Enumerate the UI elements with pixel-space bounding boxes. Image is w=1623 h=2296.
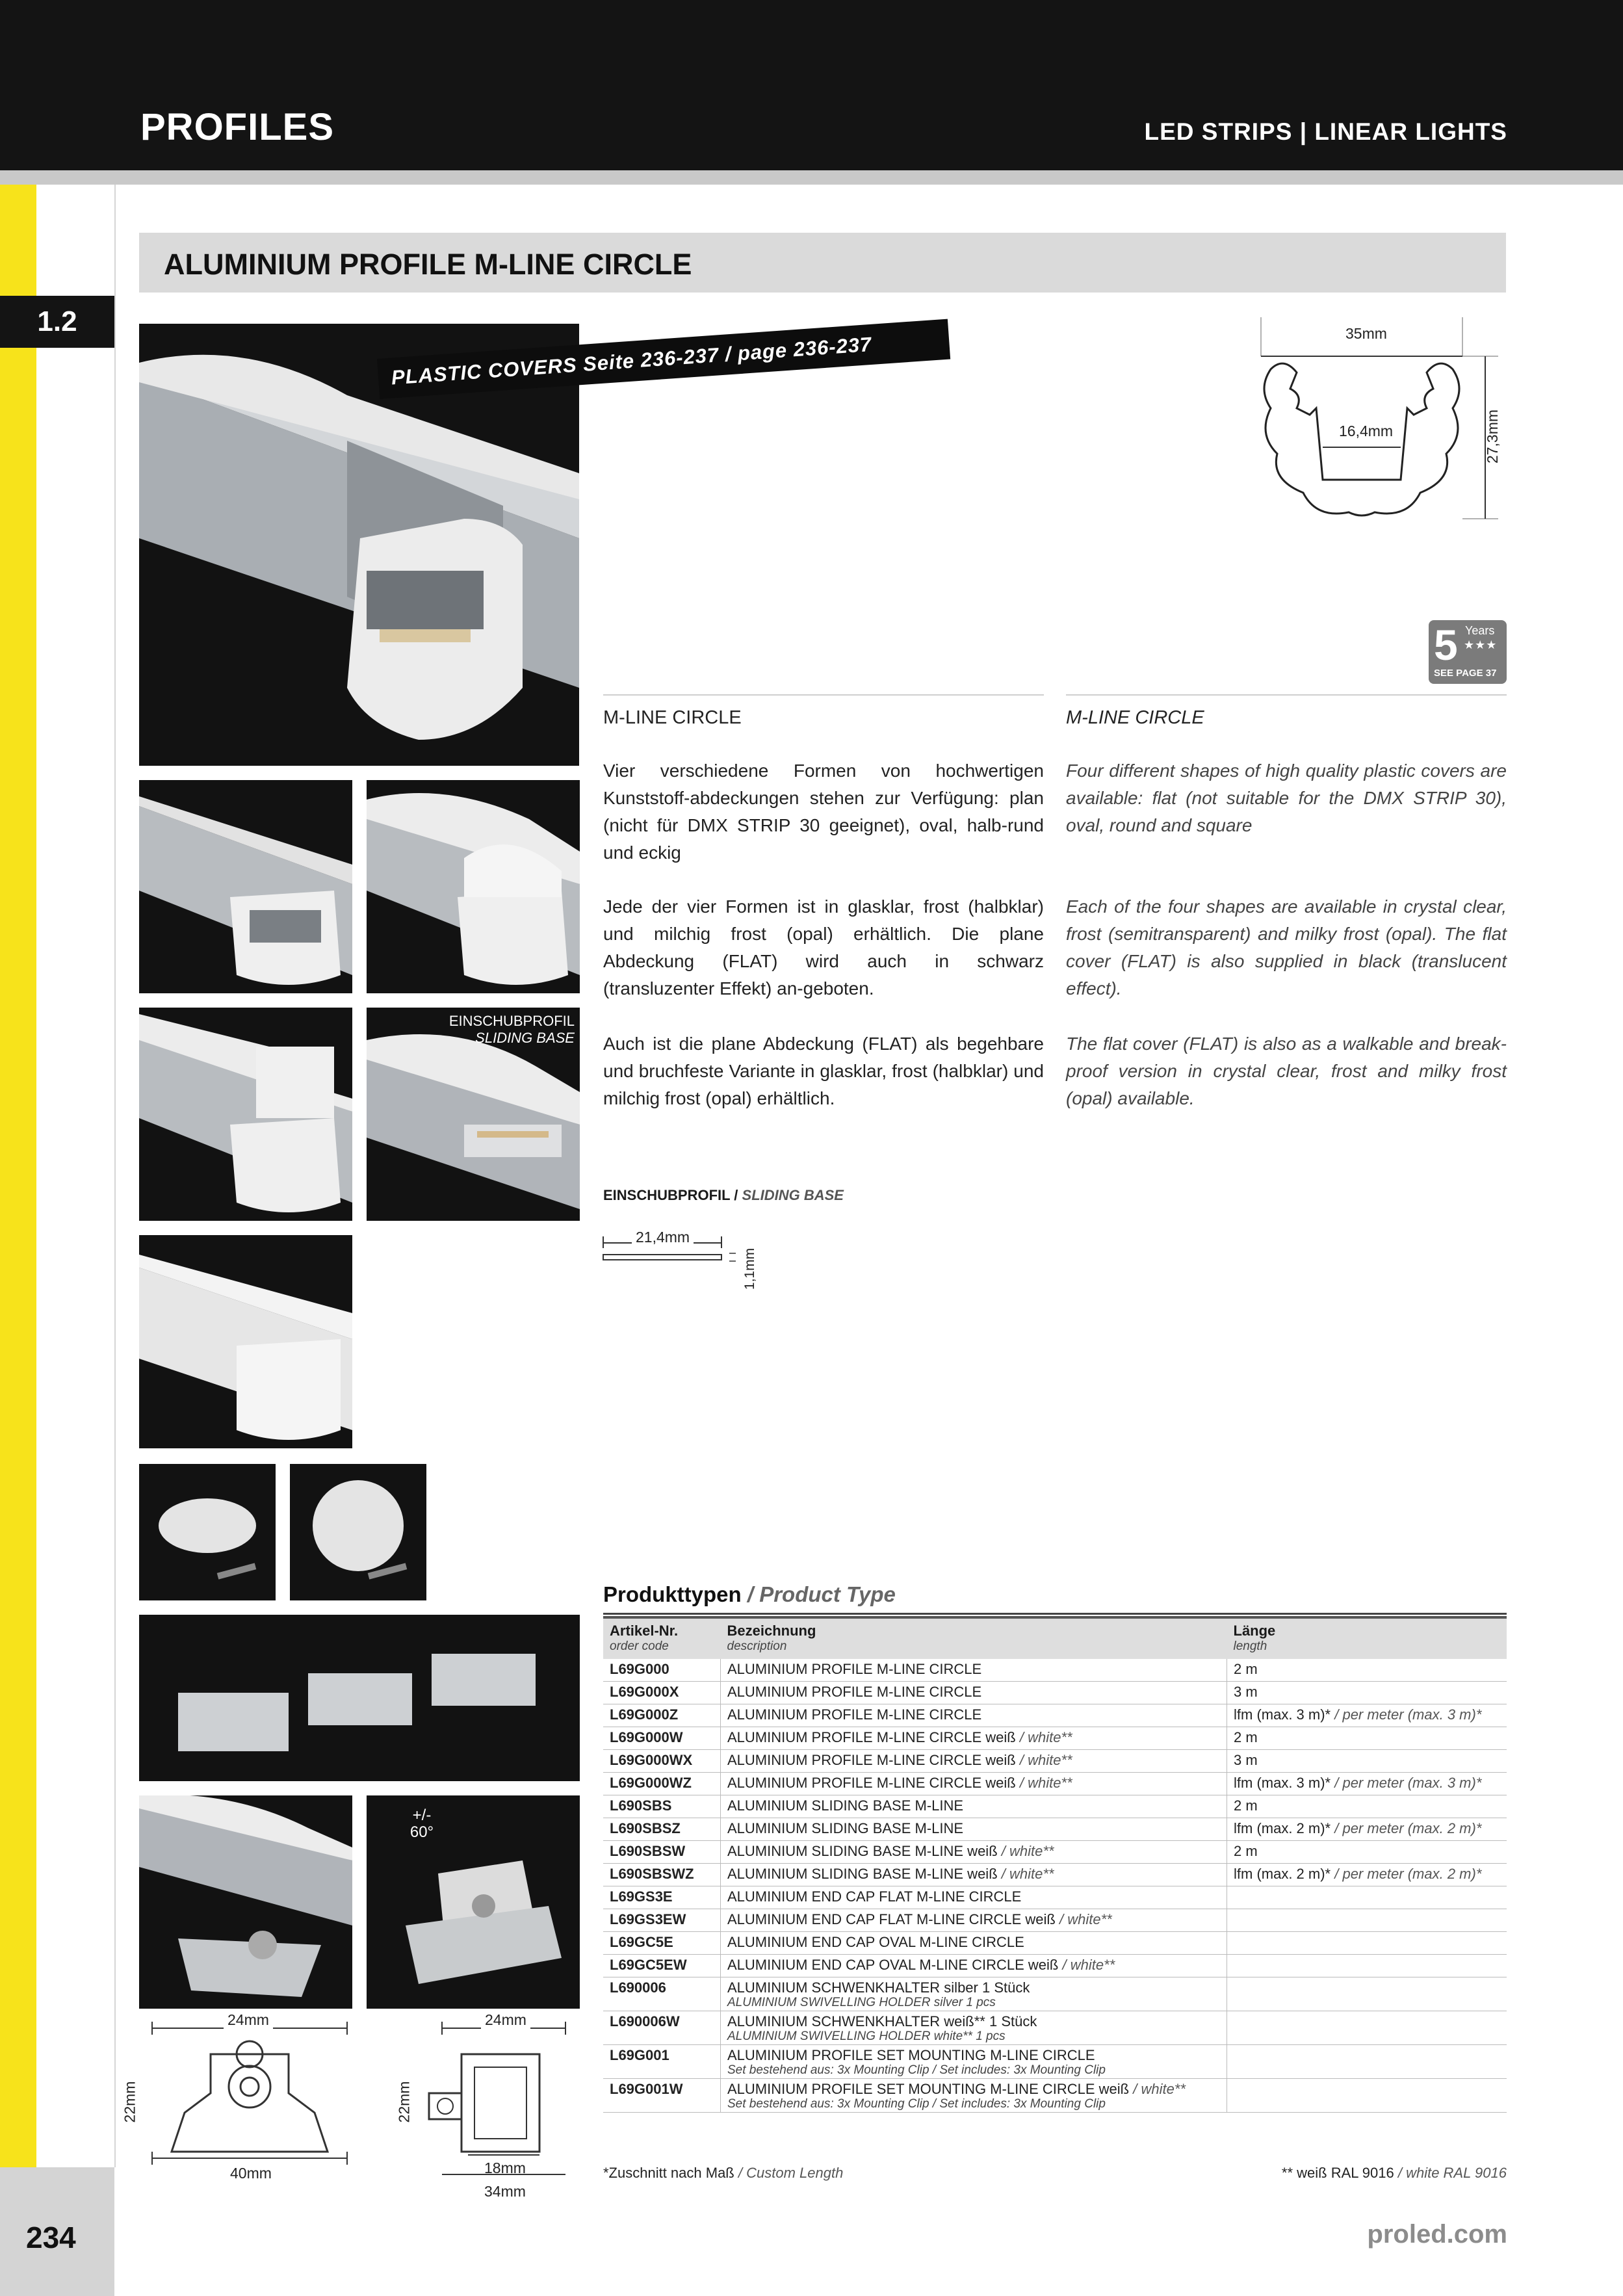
- column-rule-en: [1066, 694, 1507, 696]
- length-text-en: / per meter (max. 2 m)*: [1334, 1866, 1482, 1882]
- cell-length: [1227, 1704, 1507, 1727]
- col-length-header: Länge length: [1227, 1617, 1507, 1659]
- cell-length: [1227, 1659, 1507, 1682]
- description-text-en: / white**: [1059, 1911, 1112, 1927]
- plastic-covers-banner[interactable]: PLASTIC COVERS Seite 236-237 / page 236-237: [377, 319, 950, 399]
- description-text: ALUMINIUM PROFILE SET MOUNTING M-LINE CIRCLE weiß: [727, 2081, 1134, 2097]
- description-text: ALUMINIUM PROFILE M-LINE CIRCLE: [727, 1661, 982, 1677]
- swivel-holder-detail-photo: [367, 1795, 580, 2009]
- dim-a-side: 22mm: [121, 2081, 138, 2123]
- cell-order-code: L69G000X: [603, 1682, 721, 1704]
- dim-width: 35mm: [1345, 325, 1387, 342]
- profile-render: [367, 780, 580, 993]
- table-row: [603, 1795, 1507, 1818]
- section-tab: 1.2: [0, 296, 114, 348]
- dim-b-top: 24mm: [481, 2011, 530, 2029]
- cell-order-code: L69G000Z: [603, 1704, 721, 1727]
- table-row: [603, 1818, 1507, 1841]
- header-category: LED STRIPS | LINEAR LIGHTS: [1144, 118, 1507, 145]
- cell-order-code: L69GC5E: [603, 1932, 721, 1955]
- end-cap-render: [139, 1464, 276, 1600]
- swivel-holder-render: [139, 1795, 352, 2009]
- cell-order-code: L690006: [603, 1977, 721, 2011]
- cell-description: [721, 1977, 1227, 2011]
- dim-b-bottom-1: 18mm: [484, 2159, 526, 2176]
- paragraph-de-1: Vier verschiedene Formen von hochwertigen Kunststoff-abdeckungen stehen zur Verfügung: plan (nicht für DMX STRIP 30 geeignet), oval, halb-rund und eckig: [603, 761, 1044, 863]
- description-text: ALUMINIUM END CAP OVAL M-LINE CIRCLE: [727, 1934, 1024, 1950]
- cell-description: [721, 1864, 1227, 1886]
- table-row: [603, 1932, 1507, 1955]
- description-text-en: / white**: [1001, 1843, 1054, 1859]
- product-type-heading: [603, 1582, 896, 1607]
- cell-order-code: L69GS3EW: [603, 1909, 721, 1932]
- sliding-base-heading-de: EINSCHUBPROFIL /: [603, 1187, 738, 1203]
- cell-order-code: L690006W: [603, 2011, 721, 2045]
- warranty-badge[interactable]: [1429, 620, 1507, 684]
- table-row: [603, 1955, 1507, 1977]
- swivel-drawing-svg: [390, 2015, 585, 2210]
- header-stripe: [0, 170, 1623, 185]
- product-type-title: Produkttypen: [603, 1582, 742, 1606]
- end-cap-render: [290, 1464, 426, 1600]
- cell-description: [721, 1682, 1227, 1704]
- length-text: lfm (max. 2 m)*: [1234, 1820, 1335, 1836]
- table-row: [603, 1886, 1507, 1909]
- description-text: ALUMINIUM PROFILE M-LINE CIRCLE: [727, 1684, 982, 1700]
- description-text-en: / white**: [1001, 1866, 1054, 1882]
- mounting-clip-render: [139, 1615, 580, 1781]
- col-desc-header: Bezeichnung description: [721, 1617, 1227, 1659]
- length-text-en: / per meter (max. 3 m)*: [1334, 1775, 1482, 1791]
- table-row: [603, 1682, 1507, 1704]
- length-text-en: / per meter (max. 2 m)*: [1334, 1820, 1482, 1836]
- dim-height: 27,3mm: [1484, 409, 1501, 464]
- cell-description: [721, 1841, 1227, 1864]
- sliding-base-width: 21,4mm: [632, 1229, 694, 1246]
- warranty-stars: ★★★: [1464, 638, 1498, 651]
- cell-description: [721, 1727, 1227, 1750]
- table-row: [603, 1864, 1507, 1886]
- dim-inner-width: 16,4mm: [1339, 423, 1394, 439]
- cell-length: [1227, 1682, 1507, 1704]
- brand-url[interactable]: proled.com: [1367, 2220, 1507, 2249]
- cell-length: [1227, 1818, 1507, 1841]
- profile-render: [139, 324, 579, 766]
- cell-order-code: L690SBSZ: [603, 1818, 721, 1841]
- header-title: PROFILES: [140, 106, 335, 148]
- col-code-header: Artikel-Nr. order code: [603, 1617, 721, 1659]
- description-text-en: / white**: [1019, 1729, 1072, 1745]
- cover-photo-flat: [139, 780, 352, 993]
- sliding-base-heading: [603, 1187, 844, 1204]
- cell-length: [1227, 1773, 1507, 1795]
- cell-description: [721, 1886, 1227, 1909]
- description-text: ALUMINIUM END CAP FLAT M-LINE CIRCLE weiß: [727, 1911, 1059, 1927]
- cell-length: [1227, 1909, 1507, 1932]
- cell-length: [1227, 1977, 1507, 2011]
- length-text: 3 m: [1234, 1752, 1258, 1768]
- cell-order-code: L69G000: [603, 1659, 721, 1682]
- warranty-years: Years: [1465, 624, 1495, 637]
- cell-order-code: L69G000WX: [603, 1750, 721, 1773]
- cell-description: [721, 1909, 1227, 1932]
- cell-length: [1227, 2011, 1507, 2045]
- cell-description: [721, 1932, 1227, 1955]
- table-row: [603, 1977, 1507, 2011]
- table-row: [603, 1909, 1507, 1932]
- description-text: ALUMINIUM PROFILE M-LINE CIRCLE weiß: [727, 1752, 1020, 1768]
- paragraph-en-2: Each of the four shapes are available in crystal clear, frost (semitransparent) and milky frost (opal). The flat cover (FLAT) is also supplied in black (translucent effect).: [1066, 896, 1507, 998]
- description-text: ALUMINIUM PROFILE M-LINE CIRCLE weiß: [727, 1775, 1020, 1791]
- cover-photo-round: [367, 780, 580, 993]
- description-text-en: / white**: [1133, 2081, 1186, 2097]
- sliding-base-photo: [367, 1008, 580, 1221]
- cell-length: [1227, 1750, 1507, 1773]
- swivel-holder-photo: [139, 1795, 352, 2009]
- cell-length: [1227, 1955, 1507, 1977]
- paragraph-de-2: Jede der vier Formen ist in glasklar, frost (halbklar) und milchig frost (opal) erhältlich. Die plane Abdeckung (FLAT) wird auch in schwarz (transluzenter Effekt) an-geboten.: [603, 896, 1044, 998]
- table-row: [603, 1704, 1507, 1727]
- side-color-bar: [0, 185, 36, 2167]
- table-row: [603, 1841, 1507, 1864]
- length-text: lfm (max. 2 m)*: [1234, 1866, 1335, 1882]
- column-rule-de: [603, 694, 1044, 696]
- sliding-base-label-en: SLIDING BASE: [475, 1030, 575, 1046]
- description-text: ALUMINIUM SLIDING BASE M-LINE: [727, 1797, 964, 1814]
- cell-description: [721, 1773, 1227, 1795]
- cell-description: [721, 2079, 1227, 2113]
- length-text: 3 m: [1234, 1684, 1258, 1700]
- table-row: [603, 1773, 1507, 1795]
- description-second-line: Set bestehend aus: 3x Mounting Clip / Set includes: 3x Mounting Clip: [727, 2063, 1106, 2077]
- length-text-en: / per meter (max. 3 m)*: [1334, 1706, 1482, 1723]
- table-row: [603, 1750, 1507, 1773]
- dim-b-bottom-2: 34mm: [484, 2183, 526, 2200]
- sliding-base-drawing: [599, 1229, 768, 1294]
- dim-a-bottom: 40mm: [230, 2165, 272, 2182]
- paragraph-en-3: The flat cover (FLAT) is also as a walkable and break-proof version in crystal clear, frost and milky frost (opal) available.: [1066, 1034, 1507, 1108]
- description-second-line: ALUMINIUM SWIVELLING HOLDER silver 1 pcs: [727, 1996, 996, 2009]
- cell-order-code: L69GC5EW: [603, 1955, 721, 1977]
- description-second-line: Set bestehend aus: 3x Mounting Clip / Set includes: 3x Mounting Clip: [727, 2097, 1106, 2111]
- footnote-custom-length: *Zuschnitt nach Maß / Custom Length: [603, 2165, 844, 2181]
- dim-a-top: 24mm: [224, 2011, 273, 2029]
- product-type-rule: [603, 1613, 1507, 1615]
- dim-b-side: 22mm: [395, 2081, 413, 2123]
- cell-length: [1227, 1886, 1507, 1909]
- profile-photo-plain: [139, 1235, 352, 1448]
- swivel-drawing-front: [121, 2011, 360, 2197]
- description-text: ALUMINIUM SCHWENKHALTER silber 1 Stück: [727, 1979, 1030, 1996]
- length-text: 2 m: [1234, 1843, 1258, 1859]
- cover-photo-square: [139, 1008, 352, 1221]
- side-margin: [36, 185, 116, 2167]
- cell-order-code: L690SBS: [603, 1795, 721, 1818]
- cell-length: [1227, 2079, 1507, 2113]
- cell-length: [1227, 1932, 1507, 1955]
- description-text-en: / white**: [1019, 1775, 1072, 1791]
- cell-order-code: L69G000WZ: [603, 1773, 721, 1795]
- swivel-drawing-side: [390, 2011, 585, 2210]
- sliding-base-heading-en: SLIDING BASE: [742, 1187, 844, 1203]
- heading-en: M-LINE CIRCLE: [1066, 707, 1204, 728]
- cell-description: [721, 1659, 1227, 1682]
- description-text: ALUMINIUM SLIDING BASE M-LINE weiß: [727, 1866, 1002, 1882]
- end-cap-photo-oval: [290, 1464, 426, 1600]
- cell-order-code: L69G000W: [603, 1727, 721, 1750]
- cell-description: [721, 1704, 1227, 1727]
- cell-description: [721, 1818, 1227, 1841]
- swivel-angle: +/- 60°: [409, 1807, 434, 1841]
- description-text: ALUMINIUM END CAP FLAT M-LINE CIRCLE: [727, 1888, 1022, 1905]
- main-product-photo: [139, 324, 579, 766]
- table-row: [603, 2011, 1507, 2045]
- table-row: [603, 1659, 1507, 1682]
- cell-length: [1227, 1841, 1507, 1864]
- product-table: [603, 1616, 1507, 2113]
- cell-order-code: L69G001: [603, 2045, 721, 2079]
- cell-description: [721, 1795, 1227, 1818]
- page-number: 234: [26, 2221, 76, 2254]
- product-title: ALUMINIUM PROFILE M-LINE CIRCLE: [164, 248, 692, 281]
- profile-cross-section: [1258, 317, 1505, 532]
- description-text-en: / white**: [1062, 1957, 1115, 1973]
- cell-length: [1227, 1727, 1507, 1750]
- end-cap-photo-flat: [139, 1464, 276, 1600]
- description-text: ALUMINIUM PROFILE M-LINE CIRCLE: [727, 1706, 982, 1723]
- cell-description: [721, 1955, 1227, 1977]
- heading-de: M-LINE CIRCLE: [603, 707, 742, 728]
- description-text: ALUMINIUM SLIDING BASE M-LINE weiß: [727, 1843, 1002, 1859]
- length-text: lfm (max. 3 m)*: [1234, 1775, 1335, 1791]
- cell-length: [1227, 1795, 1507, 1818]
- cell-order-code: L690SBSW: [603, 1841, 721, 1864]
- cell-order-code: L690SBSWZ: [603, 1864, 721, 1886]
- footnote-ral: ** weiß RAL 9016 / white RAL 9016: [1281, 2165, 1507, 2181]
- mounting-clip-photo: [139, 1615, 580, 1781]
- product-type-title-en: / Product Type: [747, 1582, 896, 1606]
- profile-render: [139, 1008, 352, 1221]
- paragraph-en-1: Four different shapes of high quality plastic covers are available: flat (not suitable for the DMX STRIP 30), oval, round and square: [1066, 761, 1507, 835]
- cell-description: [721, 2045, 1227, 2079]
- table-header-row: [603, 1617, 1507, 1659]
- table-row: [603, 2079, 1507, 2113]
- description-text: ALUMINIUM SCHWENKHALTER weiß** 1 Stück: [727, 2013, 1037, 2029]
- cell-order-code: L69G001W: [603, 2079, 721, 2113]
- cell-description: [721, 1750, 1227, 1773]
- length-text: 2 m: [1234, 1661, 1258, 1677]
- table-row: [603, 2045, 1507, 2079]
- length-text: 2 m: [1234, 1729, 1258, 1745]
- cell-length: [1227, 2045, 1507, 2079]
- description-text: ALUMINIUM PROFILE SET MOUNTING M-LINE CIRCLE: [727, 2047, 1095, 2063]
- length-text: 2 m: [1234, 1797, 1258, 1814]
- description-text-en: / white**: [1019, 1752, 1072, 1768]
- cell-length: [1227, 1864, 1507, 1886]
- sliding-base-height: 1,1mm: [742, 1247, 758, 1290]
- table-row: [603, 1727, 1507, 1750]
- paragraph-de-3: Auch ist die plane Abdeckung (FLAT) als begehbare und bruchfeste Variante in glasklar, frost (halbklar) und milchig frost (opal) erhältlich.: [603, 1034, 1044, 1108]
- profile-render: [139, 780, 352, 993]
- description-text: ALUMINIUM PROFILE M-LINE CIRCLE weiß: [727, 1729, 1020, 1745]
- length-text: lfm (max. 3 m)*: [1234, 1706, 1335, 1723]
- description-text: ALUMINIUM SLIDING BASE M-LINE: [727, 1820, 964, 1836]
- warranty-see-page: SEE PAGE 37: [1434, 668, 1497, 679]
- warranty-number: 5: [1434, 621, 1458, 669]
- cell-order-code: L69GS3E: [603, 1886, 721, 1909]
- description-second-line: ALUMINIUM SWIVELLING HOLDER white** 1 pcs: [727, 2029, 1006, 2043]
- profile-render: [139, 1235, 352, 1448]
- sliding-base-label-de: EINSCHUBPROFIL: [448, 1013, 575, 1029]
- cell-description: [721, 2011, 1227, 2045]
- description-text: ALUMINIUM END CAP OVAL M-LINE CIRCLE weiß: [727, 1957, 1063, 1973]
